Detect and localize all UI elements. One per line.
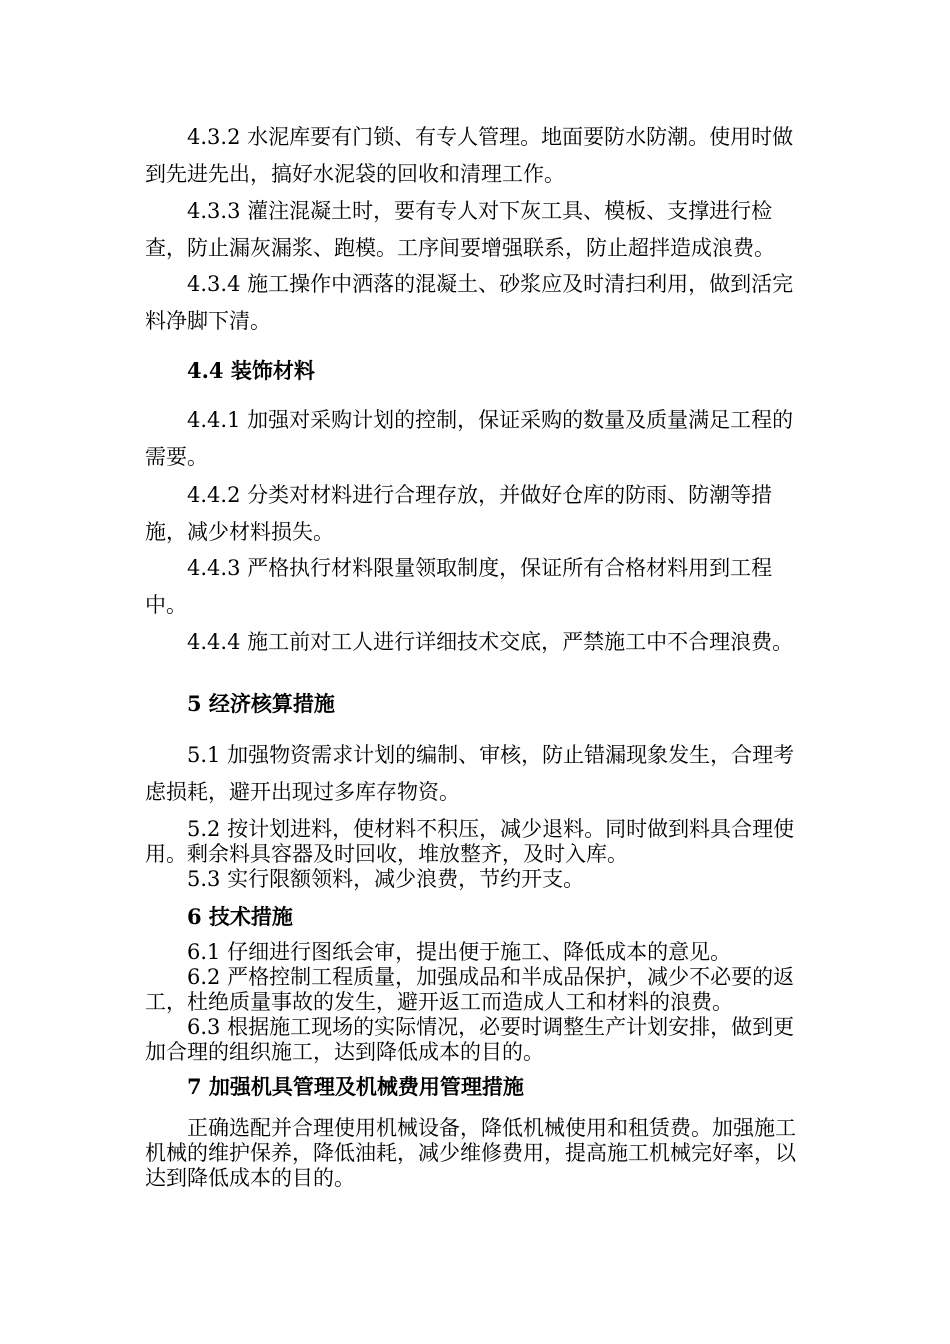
heading-7: 7 加强机具管理及机械费用管理措施 [187, 1074, 524, 1099]
heading-4-4: 4.4 装饰材料 [187, 358, 315, 383]
paragraph-4-3-2: 4.3.2 水泥库要有门锁、有专人管理。地面要防水防潮。使用时做到先进先出，搞好水泥袋的回收和清理工作。 [145, 125, 794, 186]
paragraph-4-3-4: 4.3.4 施工操作中洒落的混凝土、砂浆应及时清扫利用，做到活完料净脚下清。 [145, 272, 794, 333]
paragraph-4-4-1: 4.4.1 加强对采购计划的控制，保证采购的数量及质量满足工程的需要。 [145, 408, 794, 469]
heading-6: 6 技术措施 [187, 904, 293, 929]
heading-5: 5 经济核算措施 [187, 691, 335, 716]
paragraph-4-4-4: 4.4.4 施工前对工人进行详细技术交底，严禁施工中不合理浪费。 [187, 630, 794, 654]
paragraph-5-2: 5.2 按计划进料，使材料不积压，减少退料。同时做到料具合理使用。剩余料具容器及时回收，堆放整齐，及时入库。 [145, 817, 795, 866]
paragraph-7: 正确选配并合理使用机械设备，降低机械使用和租赁费。加强施工机械的维护保养，降低油耗，减少维修费用，提高施工机械完好率，以达到降低成本的目的。 [145, 1116, 796, 1190]
paragraph-4-4-2: 4.4.2 分类对材料进行合理存放，并做好仓库的防雨、防潮等措施，减少材料损失。 [145, 483, 773, 544]
paragraph-6-1: 6.1 仔细进行图纸会审，提出便于施工、降低成本的意见。 [187, 940, 732, 964]
paragraph-5-1: 5.1 加强物资需求计划的编制、审核，防止错漏现象发生，合理考虑损耗，避开出现过多库存物资。 [145, 743, 795, 804]
paragraph-6-3: 6.3 根据施工现场的实际情况，必要时调整生产计划安排，做到更加合理的组织施工，达到降低成本的目的。 [145, 1015, 795, 1064]
paragraph-5-3: 5.3 实行限额领料，减少浪费，节约开支。 [187, 867, 585, 891]
paragraph-4-3-3: 4.3.3 灌注混凝土时，要有专人对下灰工具、模板、支撑进行检查，防止漏灰漏浆、跑模。工序间要增强联系，防止超拌造成浪费。 [145, 199, 775, 260]
paragraph-6-2: 6.2 严格控制工程质量，加强成品和半成品保护，减少不必要的返工，杜绝质量事故的发生，避开返工而造成人工和材料的浪费。 [145, 965, 795, 1014]
paragraph-4-4-3: 4.4.3 严格执行材料限量领取制度，保证所有合格材料用到工程中。 [145, 556, 773, 617]
